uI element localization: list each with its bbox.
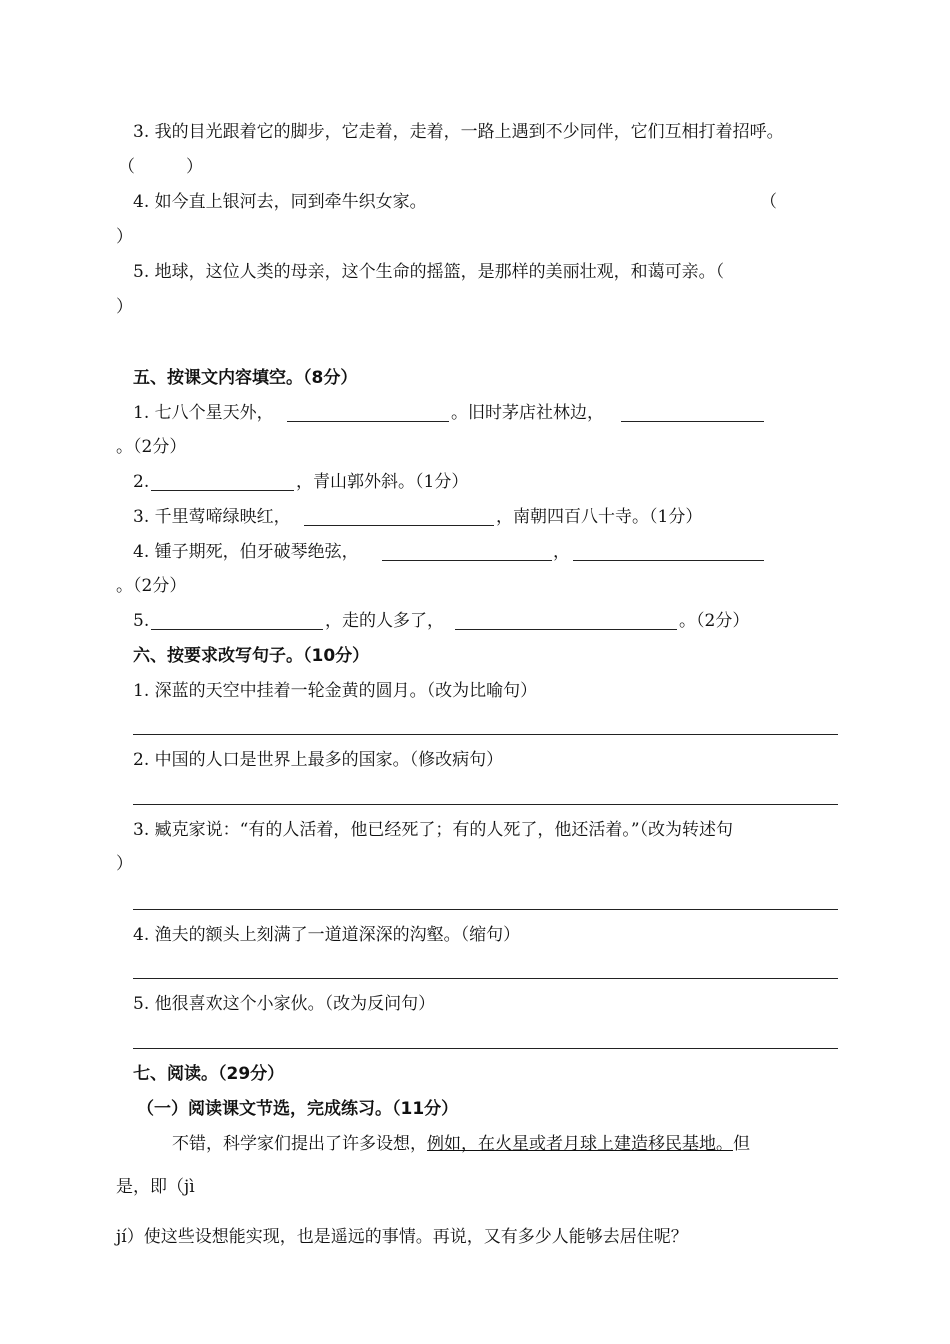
reading-para-line1 <box>172 1133 750 1155</box>
s6-q2: 2. 中国的人口是世界上最多的国家。（修改病句） <box>133 750 504 770</box>
s5-q2-b: ，青山郭外斜。（1分） <box>296 472 469 492</box>
reading-line2: 是，即（jì <box>116 1177 195 1197</box>
s5-q5-b: ，走的人多了， <box>325 611 444 631</box>
s6-q5: 5. 他很喜欢这个小家伙。（改为反问句） <box>133 994 436 1014</box>
s5-q5-c: 。（2分） <box>679 611 750 631</box>
s5-q4-a: 4. 锺子期死，伯牙破琴绝弦， <box>133 542 359 562</box>
s5-q1-blank-1[interactable] <box>287 420 449 422</box>
s5-q1-score: 。（2分） <box>116 437 187 457</box>
q4-4-paren-close: ） <box>116 227 133 247</box>
s6-q5-answer-line[interactable] <box>133 1047 838 1049</box>
s5-q2-a: 2. <box>133 472 150 492</box>
s5-q4-blank-2[interactable] <box>573 559 764 561</box>
q4-4-text: 4. 如今直上银河去，同到牵牛织女家。 <box>133 192 427 212</box>
q4-3-text: 3. 我的目光跟着它的脚步，它走着，走着，一路上遇到不少同伴，它们互相打着招呼。 <box>133 122 784 142</box>
reading-line3: jí）使这些设想能实现，也是遥远的事情。再说，又有多少人能够去居住呢？ <box>116 1227 688 1247</box>
s5-q4-blank-1[interactable] <box>382 559 552 561</box>
s6-q3-close: ） <box>116 854 133 874</box>
s6-q4: 4. 渔夫的额头上刻满了一道道深深的沟壑。（缩句） <box>133 925 521 945</box>
s5-q5-blank-2[interactable] <box>455 628 677 630</box>
q4-5-paren-close: ） <box>116 297 133 317</box>
s5-q5-blank-1[interactable] <box>151 628 323 630</box>
section5-title: 五、按课文内容填空。（8分） <box>133 368 358 388</box>
s5-q4-b: ， <box>553 542 570 562</box>
s6-q3: 3. 臧克家说：“有的人活着，他已经死了；有的人死了，他还活着。”（改为转述句 <box>133 820 734 840</box>
q4-4-paren-open[interactable]: （ <box>760 192 777 212</box>
q4-3-paren[interactable]: （ ） <box>118 157 203 177</box>
reading-para-end: 但 <box>733 1134 750 1154</box>
s5-q3-b: ，南朝四百八十寺。（1分） <box>496 507 703 527</box>
s6-q3-answer-line[interactable] <box>133 908 838 910</box>
s5-q1-a: 1. 七八个星天外， <box>133 403 274 423</box>
s5-q3-blank[interactable] <box>304 524 494 526</box>
s5-q3-a: 3. 千里莺啼绿映红， <box>133 507 291 527</box>
reading-para-start: 不错，科学家们提出了许多设想， <box>172 1134 427 1154</box>
section7-sub1: （一）阅读课文节选，完成练习。（11分） <box>137 1099 459 1119</box>
s5-q2-blank[interactable] <box>151 489 294 491</box>
section6-title: 六、按要求改写句子。（10分） <box>133 646 370 666</box>
section7-title: 七、阅读。（29分） <box>133 1064 285 1084</box>
s5-q4-score: 。（2分） <box>116 576 187 596</box>
s5-q1-b: 。旧时茅店社林边， <box>451 403 604 423</box>
s6-q1-answer-line[interactable] <box>133 733 838 735</box>
reading-underlined-sentence: 例如，在火星或者月球上建造移民基地。 <box>427 1134 733 1154</box>
s6-q4-answer-line[interactable] <box>133 977 838 979</box>
s5-q1-blank-2[interactable] <box>621 420 764 422</box>
s5-q5-a: 5. <box>133 611 150 631</box>
s6-q1: 1. 深蓝的天空中挂着一轮金黄的圆月。（改为比喻句） <box>133 681 538 701</box>
q4-5-text: 5. 地球，这位人类的母亲，这个生命的摇篮，是那样的美丽壮观，和蔼可亲。（ <box>133 262 725 282</box>
s6-q2-answer-line[interactable] <box>133 803 838 805</box>
